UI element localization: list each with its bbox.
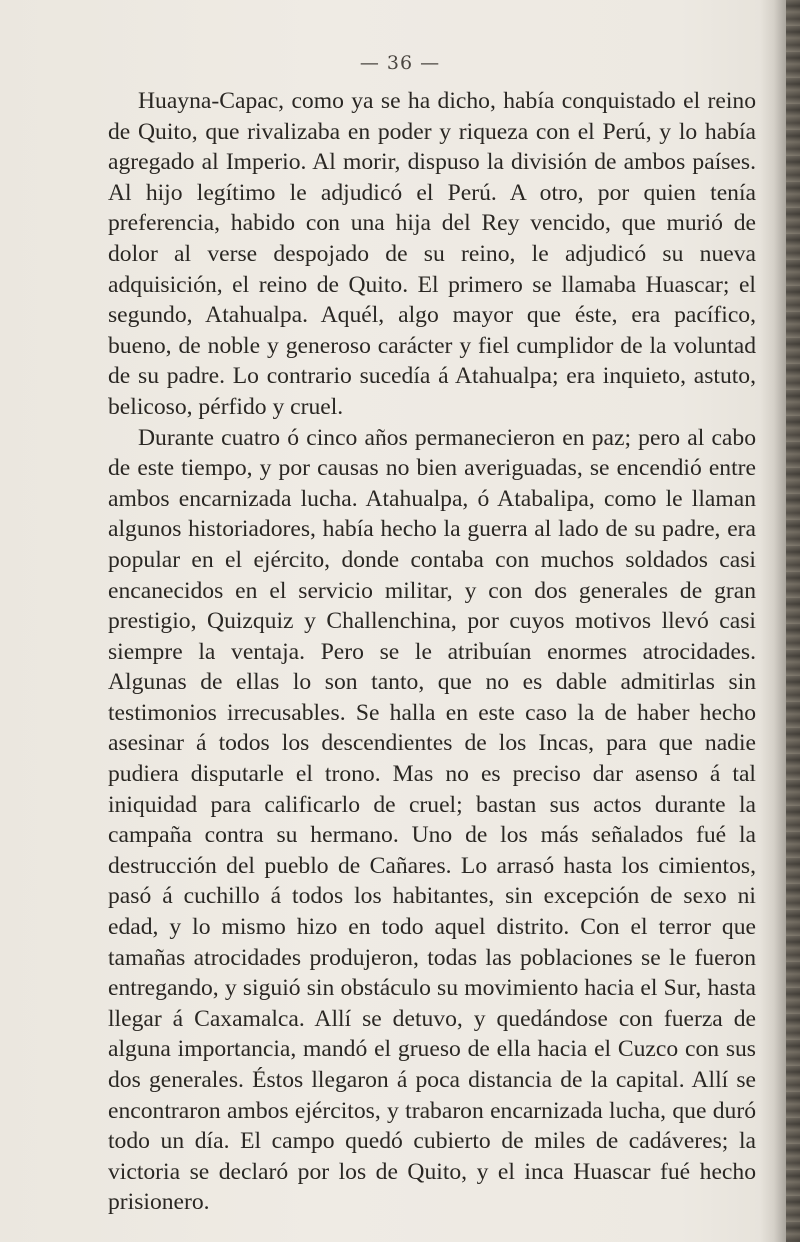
paragraph: Durante cuatro ó cinco años permanecieron en paz; pero al cabo de este tiempo, y por causas no bien averiguadas, se encendió entre ambos encarnizada lucha. Atahualpa, ó Atabalipa, como le llaman algunos historiadores, había hecho la guerra al lado de su padre, era popular en el ejército, donde contaba con muchos soldados casi encanecidos en el servicio militar, y con dos generales de gran prestigio, Quizquiz y Challenchina, por cuyos motivos llevó casi siempre la ventaja. Pero se le atribuían enormes atrocidades. Algunas de ellas lo son tanto, que no es dable admitirlas sin testimonios irrecusables. Se halla en este caso la de haber hecho asesinar á todos los descendientes de los Incas, para que nadie pudiera disputarle el trono. Mas no es preciso dar asenso á tal iniquidad para calificarlo de cruel; bastan sus actos durante la campaña contra su hermano. Uno de los más señalados fué la destrucción del pueblo de Cañares. Lo arrasó hasta los cimientos, pasó á cuchillo á todos los habitantes, sin excepción de sexo ni edad, y lo mismo hizo en todo aquel distrito. Con el terror que tamañas atrocidades produjeron, todas las poblaciones se le fueron entregando, y siguió sin obstáculo su movimiento hacia el Sur, hasta llegar á Caxamalca. Allí se detuvo, y quedándose con fuerza de alguna importancia, mandó el grueso de ella hacia el Cuzco con sus dos generales. Éstos llegaron á poca distancia de la capital. Allí se encontraron ambos ejércitos, y trabaron encarnizada lucha, que duró todo un día. El campo quedó cubierto de miles de cadáveres; la victoria se declaró por los de Quito, y el inca Huascar fué hecho prisionero. xyxy=(108,424,756,1216)
body-text xyxy=(108,86,756,1218)
paragraph: Huayna-Capac, como ya se ha dicho, había conquistado el reino de Quito, que rivalizaba en poder y riqueza con el Perú, y lo había agregado al Imperio. Al morir, dispuso la división de ambos países. Al hijo legítimo le adjudicó el Perú. A otro, por quien tenía preferencia, habido con una hija del Rey vencido, que murió de dolor al verse despojado de su reino, le adjudicó su nueva adquisición, el reino de Quito. El primero se llamaba Huascar; el segundo, Atahualpa. Aquél, algo mayor que éste, era pacífico, bueno, de noble y generoso carácter y fiel cumplidor de la voluntad de su padre. Lo contrario sucedía á Atahualpa; era inquieto, astuto, belicoso, pérfido y cruel. xyxy=(108,88,756,420)
book-spine-edge xyxy=(786,0,800,1242)
page-number: — 36 — xyxy=(359,52,441,74)
